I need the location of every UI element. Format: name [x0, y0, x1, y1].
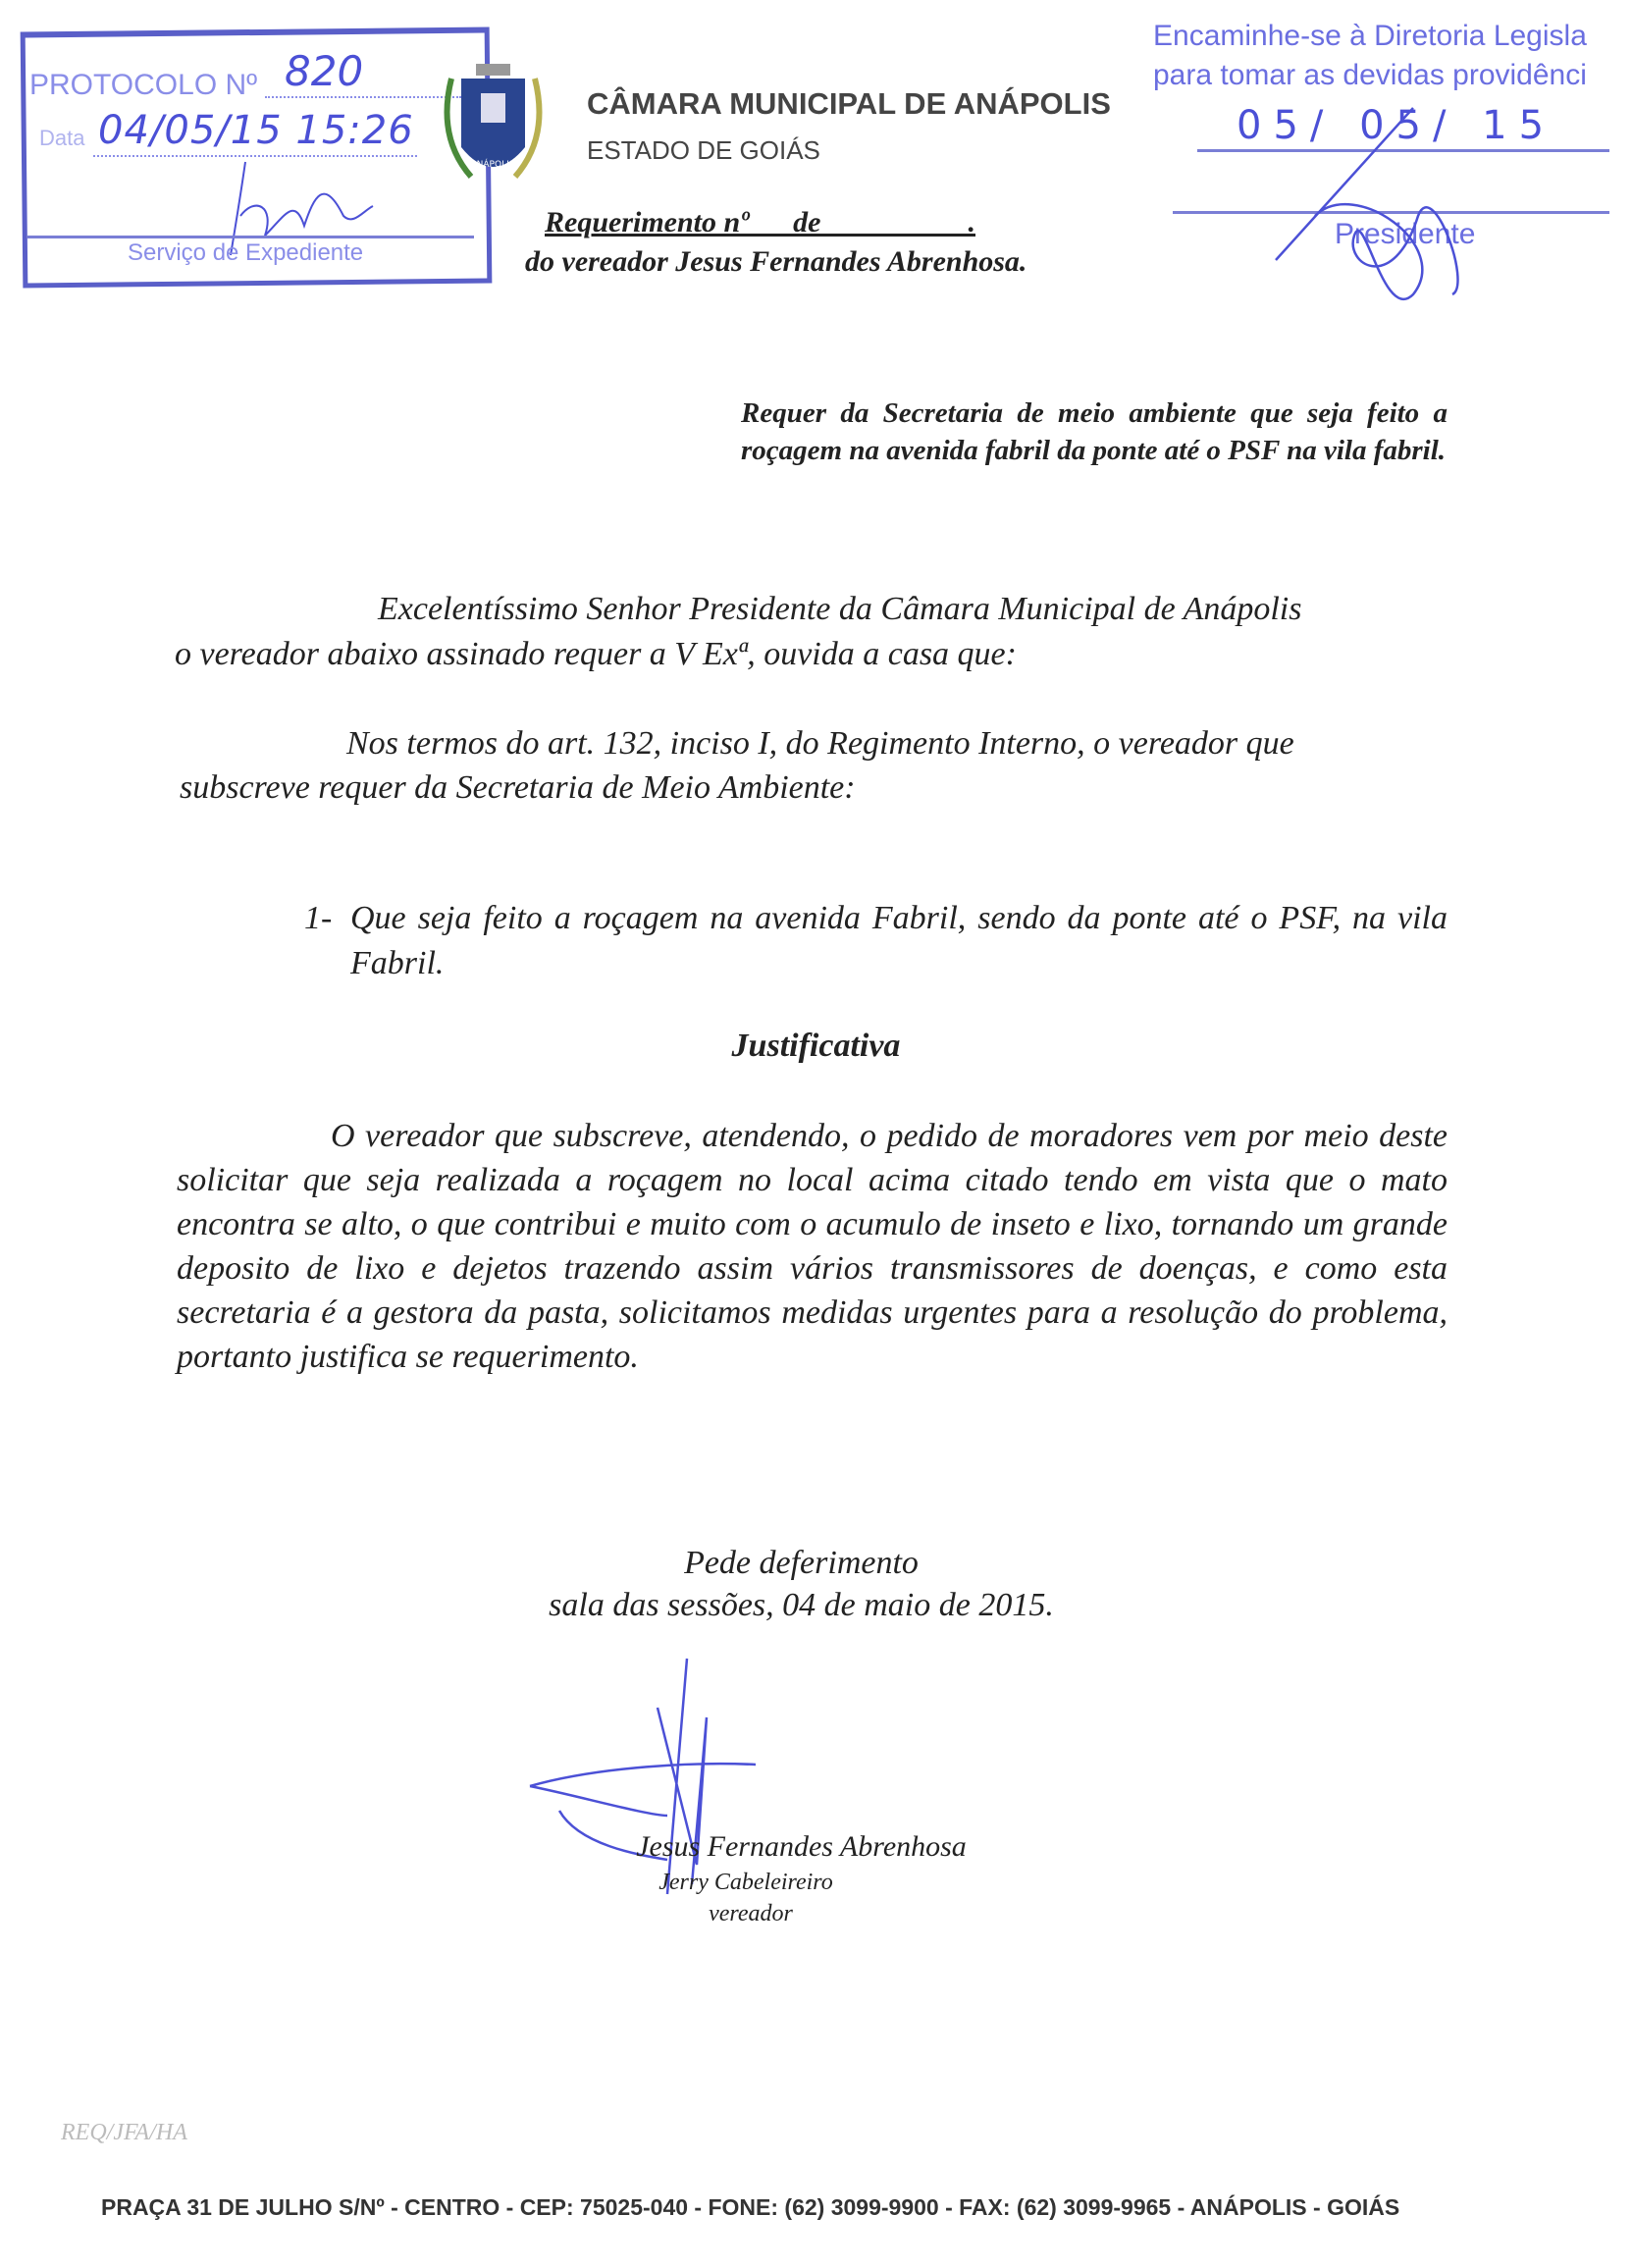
dispatch-date: 05/ 05/ 15 — [1237, 103, 1556, 148]
coat-of-arms-logo — [432, 49, 554, 196]
item-number: 1- — [304, 900, 333, 936]
intro-line-2: subscreve requer da Secretaria de Meio Ambiente: — [180, 769, 856, 806]
dispatch-line-1: Encaminhe-se à Diretoria Legisla — [1153, 20, 1587, 52]
protocol-department: Serviço de Expediente — [128, 239, 364, 266]
protocol-date-label: Data — [39, 126, 85, 150]
justification-text: O vereador que subscreve, atendendo, o pedido de moradores vem por meio deste solicitar que seja realizada a roçagem no local acima citado tendo em vista que o mato encontra se alto, o que contribui e muito com o acumulo de inseto e lixo, tornando um grande deposito de lixo e dejetos trazendo assim vários transmissores de doenças, e como esta secretaria é a gestora da pasta, solicitamos medidas urgentes para a resolução do problema, portanto justifica se requerimento. — [177, 1118, 1448, 1375]
justification-heading: Justificativa — [731, 1028, 901, 1064]
signer-name: Jesus Fernandes Abrenhosa — [636, 1830, 967, 1863]
protocol-date: 04/05/15 15:26 — [98, 108, 414, 153]
institution-name: CÂMARA MUNICIPAL DE ANÁPOLIS — [587, 86, 1111, 121]
request-author: do vereador Jesus Fernandes Abrenhosa. — [525, 245, 1027, 278]
item-text: Que seja feito a roçagem na avenida Fabril, sendo da ponte até o PSF, na vila Fabril. — [350, 900, 1448, 981]
svg-text:ANÁPOLIS: ANÁPOLIS — [470, 160, 515, 170]
councilor-signature — [520, 1649, 873, 1904]
request-title: Requerimento nº de . — [545, 206, 975, 238]
document-reference: REQ/JFA/HA — [61, 2120, 187, 2145]
list-item — [350, 896, 1448, 986]
closing-place-date: sala das sessões, 04 de maio de 2015. — [549, 1587, 1054, 1623]
signer-role: vereador — [709, 1901, 793, 1926]
president-signature — [1256, 98, 1551, 324]
protocol-number: 820 — [285, 47, 364, 95]
dispatch-line-2: para tomar as devidas providênci — [1153, 59, 1587, 91]
salutation-line-2: o vereador abaixo assinado requer a V Exª, ouvida a casa que: — [175, 636, 1017, 672]
signer-nickname: Jerry Cabeleireiro — [658, 1870, 833, 1895]
closing-request: Pede deferimento — [684, 1545, 919, 1581]
protocol-label: PROTOCOLO Nº — [29, 69, 258, 101]
request-summary: Requer da Secretaria de meio ambiente que seja feito a roçagem na avenida fabril da ponte até o PSF na vila fabril. — [741, 397, 1448, 466]
salutation-line-1: Excelentíssimo Senhor Presidente da Câmara Municipal de Anápolis — [378, 591, 1302, 627]
dispatch-signer: Presidente — [1335, 218, 1476, 250]
intro-line-1: Nos termos do art. 132, inciso I, do Regimento Interno, o vereador que — [346, 725, 1294, 762]
state-name: ESTADO DE GOIÁS — [587, 135, 820, 165]
footer-address: PRAÇA 31 DE JULHO S/Nº - CENTRO - CEP: 75025-040 - FONE: (62) 3099-9900 - FAX: (62) 3099-9965 - ANÁPOLIS - GOIÁS — [101, 2194, 1400, 2220]
divider — [27, 236, 474, 238]
